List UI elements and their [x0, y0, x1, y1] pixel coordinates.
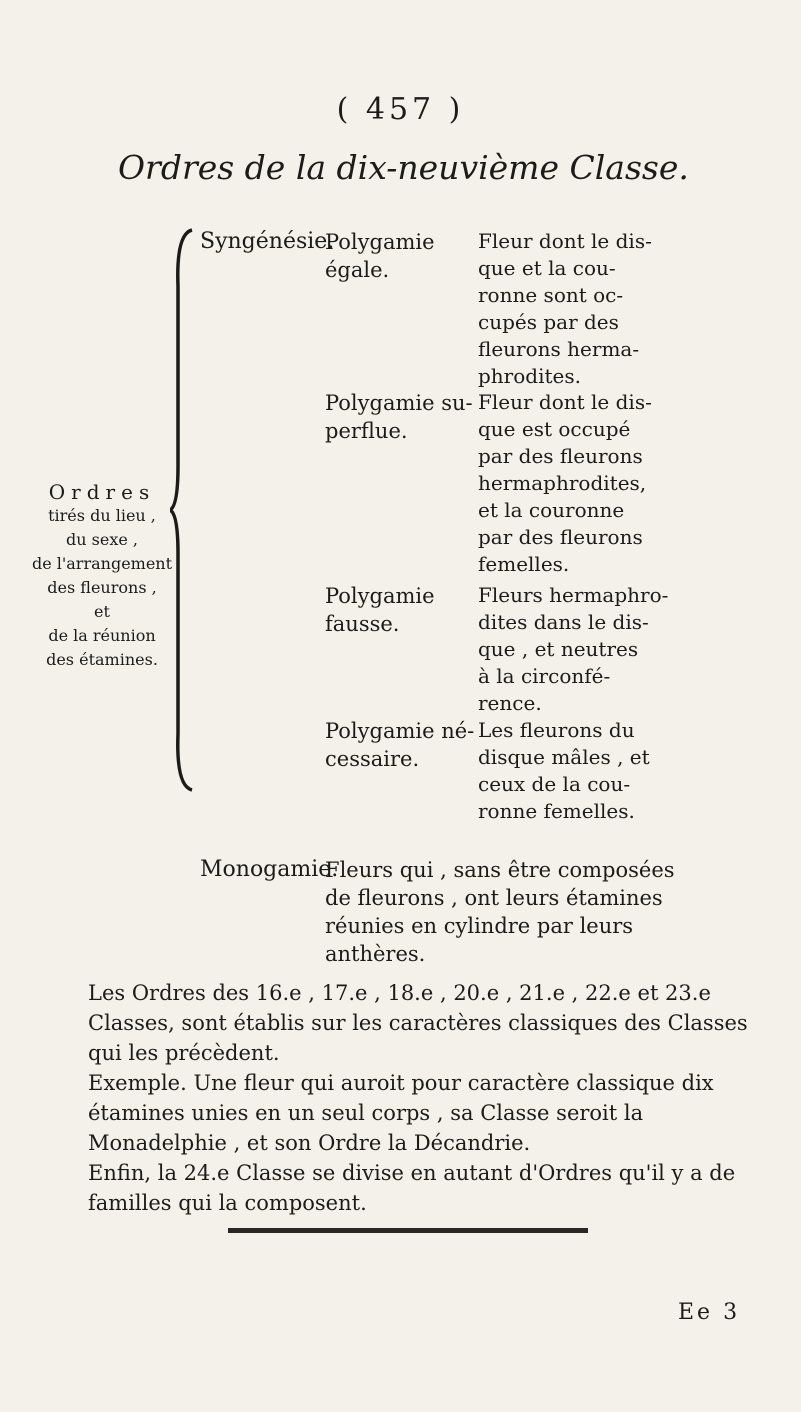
order-name: Polygamie fausse. [325, 584, 435, 636]
sidebar-heading: Ordres [48, 480, 156, 504]
monogamie-description: Fleurs qui , sans être composées de fleurons , ont leurs étamines réunies en cylindre par leurs anthères. [325, 858, 675, 966]
sidebar-line: de la réunion [48, 626, 156, 645]
class-name-monogamie: Monogamie. [200, 857, 339, 882]
order-name: Polygamie su- perflue. [325, 391, 473, 443]
order-description: Fleur dont le dis- que et la cou- ronne sont oc- cupés par des fleurons herma- phrodites. [478, 229, 652, 388]
signature-mark: Ee 3 [678, 1300, 741, 1325]
sidebar-line: des étamines. [46, 650, 158, 669]
orders-sidebar [22, 480, 182, 672]
divider-rule [228, 1228, 588, 1233]
page-number: ( 457 ) [336, 92, 465, 127]
class-name-syngenesie: Syngénésie. [200, 229, 335, 254]
page-title: Ordres de la dix-neuvième Classe. [118, 148, 689, 187]
sidebar-line: et [94, 602, 110, 621]
paragraph-orders: Les Ordres des 16.e , 17.e , 18.e , 20.e , 21.e , 22.e et 23.e Classes, sont établis sur les caractères classiques des Classes qui les précèdent. [88, 981, 748, 1065]
sidebar-line: du sexe , [66, 530, 138, 549]
order-description: Fleurs hermaphro- dites dans le dis- que , et neutres à la circonfé- rence. [478, 583, 669, 715]
brace-icon [170, 226, 198, 794]
sidebar-line: de l'arrangement [31, 554, 173, 573]
order-name: Polygamie né- cessaire. [325, 719, 475, 771]
paragraph-example: Exemple. Une fleur qui auroit pour caractère classique dix étamines unies en un seul corps , sa Classe seroit la Monadelphie , et son Ordre la Décandrie. [88, 1071, 714, 1155]
sidebar-line: tirés du lieu , [48, 506, 156, 525]
order-description: Les fleurons du disque mâles , et ceux de la cou- ronne femelles. [478, 718, 650, 823]
paragraph-conclusion: Enfin, la 24.e Classe se divise en autant d'Ordres qu'il y a de familles qui la composent. [88, 1161, 736, 1215]
order-description: Fleur dont le dis- que est occupé par des fleurons hermaphrodites, et la couronne par des fleurons femelles. [478, 390, 652, 576]
order-name: Polygamie égale. [325, 230, 435, 282]
sidebar-line: des fleurons , [47, 578, 157, 597]
